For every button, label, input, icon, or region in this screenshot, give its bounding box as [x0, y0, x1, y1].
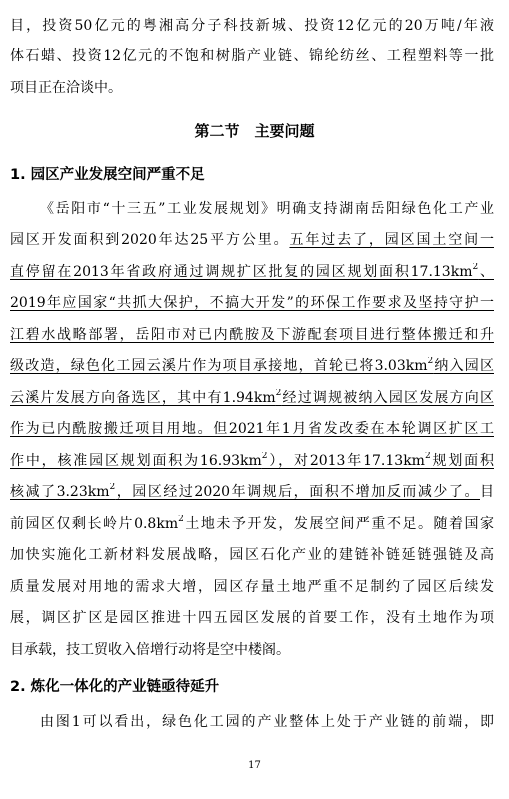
text-span: ），对2013年17.13km: [267, 453, 425, 469]
underlined-line: 作为已内酰胺搬迁项目用地。但2021年1月省发改委在本轮调区扩区工: [10, 421, 494, 437]
text-span: 纳入园区: [433, 358, 494, 374]
subsection-title: 1. 园区产业发展空间严重不足: [10, 167, 205, 183]
text-span: 直停留在2013年省政府通过调规扩区批复的园区规划面积17.13km: [10, 264, 473, 280]
underlined-line: [10, 389, 494, 407]
text-span: 、: [478, 264, 494, 280]
paragraph-line: 目，投资50亿元的粤湘高分子科技新城、投资12亿元的20万吨/年液: [10, 18, 494, 34]
paragraph-line: [10, 483, 494, 501]
text-span: 园区开发面积到2020年达25平方公里。: [10, 232, 290, 248]
superscript: 2: [275, 389, 282, 399]
superscript: 2: [178, 515, 184, 525]
underlined-line: [10, 357, 494, 375]
text-span: 云溪片发展方向备选区，其中有1.94km: [10, 390, 276, 406]
text-span: ，园区经过2020年调规后，面积不增加反而减少了。: [115, 484, 480, 500]
text-span: 核减了3.23km: [10, 484, 110, 500]
paragraph-line: 体石蜡、投资12亿元的不饱和树脂产业链、锦纶纺丝、工程塑料等一批: [10, 48, 494, 64]
underlined-text: 五年过去了，园区国土空间一: [289, 232, 494, 248]
underlined-line: [10, 263, 494, 281]
underlined-text: [10, 484, 480, 500]
text-span: 经过调规被纳入园区发展方向区: [281, 390, 494, 406]
paragraph-line: 加快实施化工新材料发展战略，园区石化产业的建链补链延链强链及高: [10, 547, 494, 563]
paragraph-line: 项目正在洽谈中。: [10, 80, 122, 96]
underlined-line: 2019年应国家“共抓大保护，不搞大开发”的环保工作要求及坚持守护一: [10, 295, 494, 311]
subsection-title: 2. 炼化一体化的产业链亟待延升: [10, 679, 220, 695]
text-span: 目: [480, 484, 494, 500]
paragraph-line: 展，调区扩区是园区推进十四五园区发展的首要工作，没有土地作为项: [10, 610, 494, 626]
paragraph-line: 由图1可以看出，绿色化工园的产业整体上处于产业链的前端，即: [40, 714, 494, 730]
text-span: 作中，核准园区规划面积为16.93km: [10, 453, 262, 469]
paragraph-line: 目承载，技工贸收入倍增行动将是空中楼阁。: [10, 642, 290, 658]
page-number: 17: [248, 760, 261, 771]
underlined-line: [10, 452, 494, 470]
paragraph-line: 质量发展对用地的需求大增，园区存量土地严重不足制约了园区后续发: [10, 579, 494, 595]
superscript: 2: [261, 452, 268, 462]
superscript: 2: [109, 483, 116, 493]
text-span: 前园区仅剩长岭片0.8km: [10, 516, 179, 532]
paragraph-line: [10, 515, 494, 533]
paragraph-line: [10, 231, 494, 249]
superscript: 2: [472, 263, 479, 273]
section-title: 第二节 主要问题: [194, 122, 315, 140]
superscript: 2: [424, 452, 431, 462]
superscript: 2: [427, 357, 434, 367]
paragraph-line: 《岳阳市“十三五”工业发展规划》明确支持湖南岳阳绿色化工产业: [40, 201, 494, 217]
text-span: 规划面积: [430, 453, 494, 469]
text-span: 土地未予开发，发展空间严重不足。随着国家: [183, 516, 494, 532]
text-span: 级改造，绿色化工园云溪片作为项目承接地，首轮已将3.03km: [10, 358, 428, 374]
underlined-line: 江碧水战略部署，岳阳市对已内酰胺及下游配套项目进行整体搬迁和升: [10, 327, 494, 343]
